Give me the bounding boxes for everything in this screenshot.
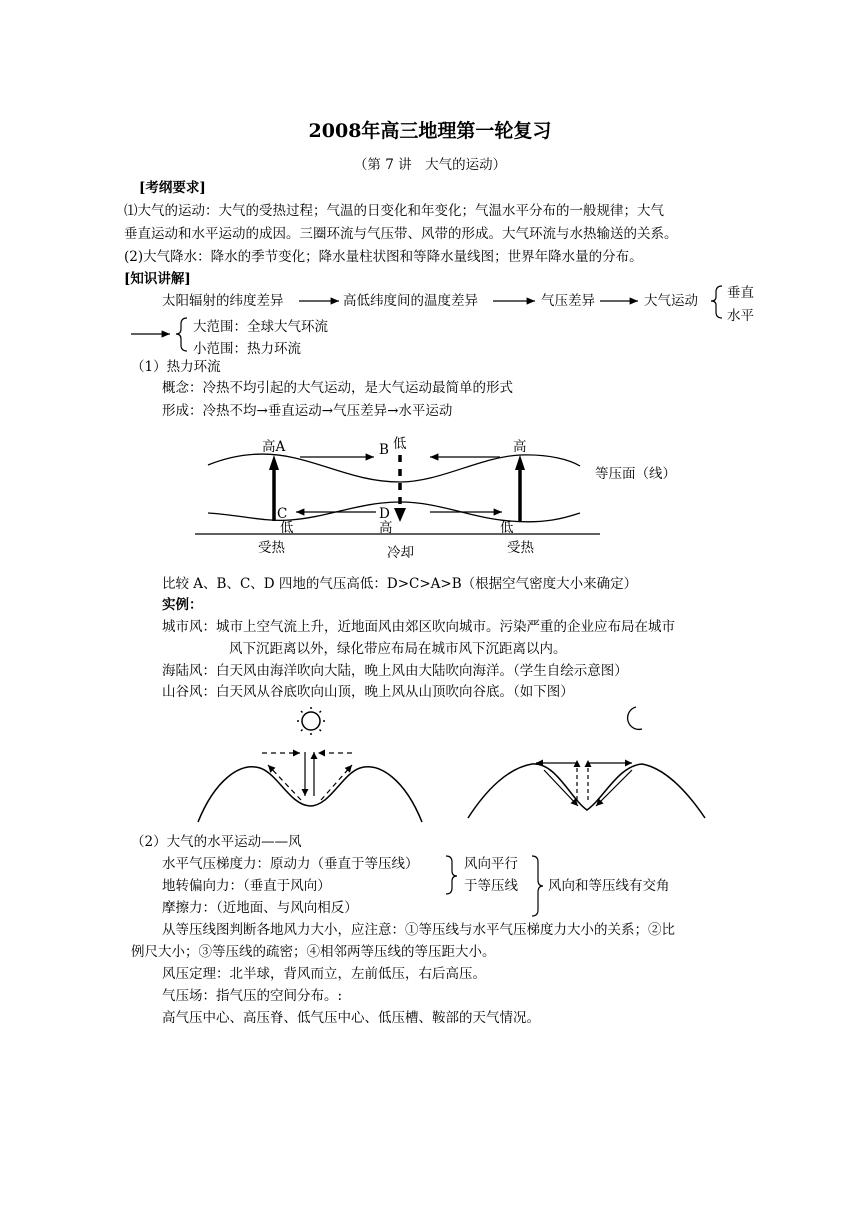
range-large: 大范围：全球大气环流 — [193, 319, 328, 335]
chain-item-3: 气压差异 — [541, 293, 595, 309]
label-high-a: 高A — [262, 439, 286, 455]
thermal-heading: （1）热力环流 — [131, 359, 221, 375]
force-coriolis: 地转偏向力：（垂直于风向） — [162, 878, 331, 894]
syllabus-line-1: ⑴大气的运动：大气的受热过程；气温的日变化和年变化；气温水平分布的一般规律；大气 — [124, 203, 664, 219]
label-high-bottom: 高 — [379, 520, 393, 536]
syllabus-header: [考纲要求] — [139, 180, 206, 196]
ground-cooled: 冷却 — [387, 545, 414, 561]
isobar-judge-2: 例尺大小；③等压线的疏密；④相邻两等压线的等压距大小。 — [131, 944, 496, 960]
ground-heated-right: 受热 — [507, 540, 534, 556]
syllabus-line-3: (2)大气降水：降水的季节变化；降水量柱状图和等降水量线图；世界年降水量的分布。 — [124, 249, 643, 265]
label-low-top: 低 — [393, 436, 407, 452]
motion-horizontal: 水平 — [727, 308, 754, 324]
isobar-label: 等压面（线） — [595, 466, 676, 482]
pressure-field: 气压场：指气压的空间分布。: — [162, 988, 343, 1004]
syllabus-line-2: 垂直运动和水平运动的成因。三圈环流与气压带、风带的形成。大气环流与水热输送的关系。 — [124, 226, 678, 242]
chain-item-2: 高低纬度间的温度差异 — [343, 293, 478, 309]
examples-header: 实例： — [162, 597, 203, 613]
chain-item-4: 大气运动 — [644, 293, 698, 309]
force-friction: 摩擦力：（近地面、与风向相反） — [162, 900, 358, 916]
doc-title: 2008年高三地理第一轮复习 — [308, 120, 552, 142]
label-low-bottom-left: 低 — [280, 520, 294, 536]
wind-cross-isobar: 风向和等压线有交角 — [548, 878, 670, 894]
knowledge-header: [知识讲解] — [124, 271, 191, 287]
label-low-bottom-right: 低 — [500, 520, 514, 536]
motion-vertical: 垂直 — [727, 285, 754, 301]
thermal-concept: 概念：冷热不均引起的大气运动，是大气运动最简单的形式 — [162, 380, 513, 396]
thermal-formation: 形成：冷热不均→垂直运动→气压差异→水平运动 — [162, 403, 453, 419]
isobar-judge-1: 从等压线图判断各地风力大小，应注意：①等压线与水平气压梯度力大小的关系；②比 — [162, 922, 675, 938]
urban-wind-1: 城市风：城市上空气流上升，近地面风由郊区吹向城市。污染严重的企业应布局在城市 — [162, 619, 675, 635]
label-b: B — [379, 442, 389, 458]
label-d: D — [379, 506, 390, 522]
doc-subtitle: （第 7 讲 大气的运动） — [353, 157, 507, 173]
label-high-top-right: 高 — [513, 439, 527, 455]
wind-parallel-2: 于等压线 — [464, 878, 518, 894]
sea-land-breeze: 海陆风：白天风由海洋吹向大陆，晚上风由大陆吹向海洋。（学生自绘示意图） — [162, 663, 628, 679]
ground-heated-left: 受热 — [258, 540, 285, 556]
pressure-compare: 比较 A、B、C、D 四地的气压高低：D>C>A>B（根据空气密度大小来确定） — [162, 576, 638, 592]
wind-parallel-1: 风向平行 — [464, 856, 518, 872]
mountain-valley-breeze: 山谷风：白天风从谷底吹向山顶，晚上风从山顶吹向谷底。（如下图） — [162, 684, 574, 700]
label-c: C — [277, 506, 288, 522]
buys-ballot-law: 风压定理：北半球，背风而立，左前低压，右后高压。 — [162, 966, 486, 982]
chain-item-1: 太阳辐射的纬度差异 — [162, 293, 284, 309]
urban-wind-2: 风下沉距离以外，绿化带应布局在城市风下沉距离以内。 — [229, 641, 567, 657]
range-small: 小范围：热力环流 — [193, 341, 301, 357]
pressure-systems: 高气压中心、高压脊、低气压中心、低压槽、鞍部的天气情况。 — [162, 1010, 540, 1026]
force-pressure-gradient: 水平气压梯度力：原动力（垂直于等压线） — [162, 856, 419, 872]
wind-heading: （2）大气的水平运动——风 — [131, 834, 302, 850]
